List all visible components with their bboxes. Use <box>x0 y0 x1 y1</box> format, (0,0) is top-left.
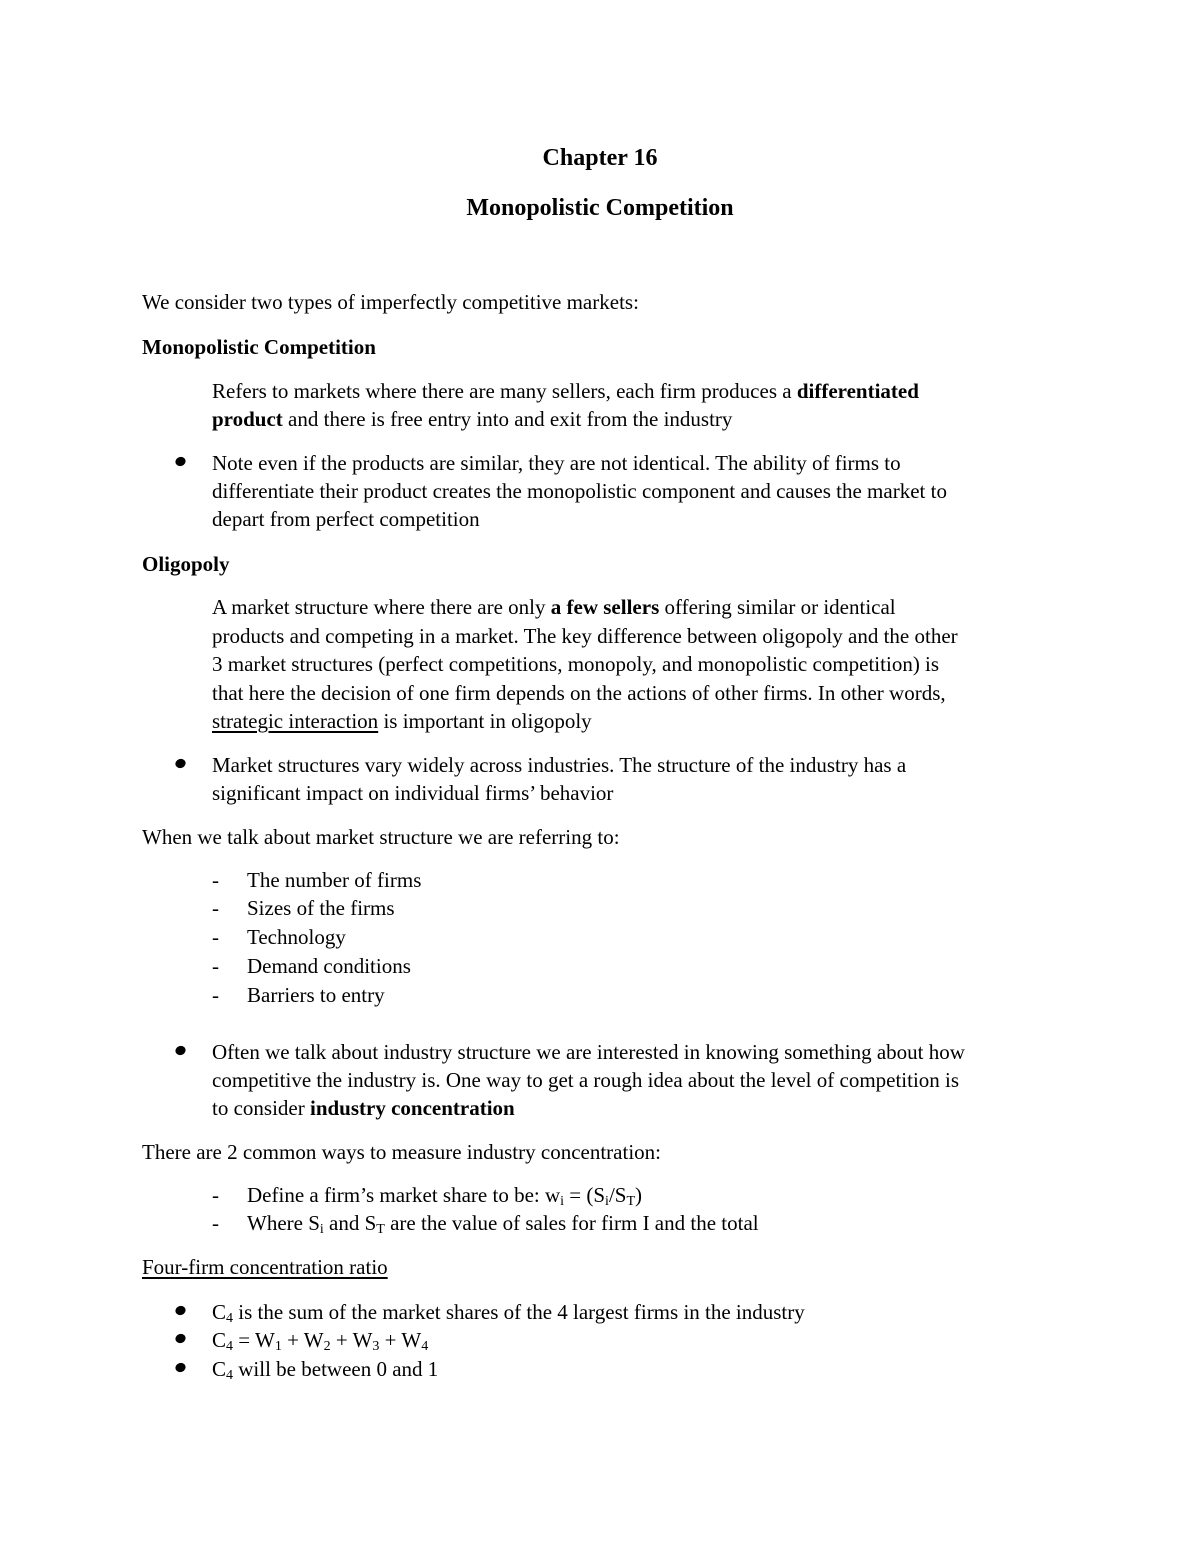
subscript: 4 <box>226 1339 234 1354</box>
oligopoly-definition-line5 <box>212 707 592 735</box>
subscript: 2 <box>323 1339 331 1354</box>
four-firm-bullet-2 <box>212 1326 428 1354</box>
oligopoly-definition-line2: products and competing in a market. The key difference between oligopoly and the other <box>212 624 958 648</box>
bold-term: product <box>212 407 283 431</box>
subscript: i <box>319 1222 324 1237</box>
four-firm-heading: Four-firm concentration ratio <box>142 1255 388 1279</box>
monopolistic-bullet-line2: differentiate their product creates the monopolistic component and causes the market to <box>212 479 947 503</box>
bullet-icon <box>174 1333 187 1345</box>
subscript: T <box>376 1222 385 1237</box>
dash-marker: - <box>212 1211 219 1235</box>
oligopoly-heading: Oligopoly <box>142 552 230 576</box>
bullet-icon <box>174 1362 187 1374</box>
text-span: are the value of sales for firm I and the total <box>384 1211 759 1235</box>
measure-item-sales <box>247 1209 759 1237</box>
text-span: + W <box>281 1328 324 1352</box>
bold-term: industry concentration <box>309 1096 515 1120</box>
four-firm-bullet-3 <box>212 1355 438 1383</box>
oligopoly-bullet-line1: Market structures vary widely across industries. The structure of the industry has a <box>212 753 907 777</box>
subscript: 4 <box>226 1311 234 1326</box>
text-span: /S <box>608 1183 627 1207</box>
text-span: and there is free entry into and exit from the industry <box>282 407 733 431</box>
bold-term: differentiated <box>796 379 919 403</box>
subscript: i <box>605 1194 609 1209</box>
chapter-subject: Monopolistic Competition <box>466 195 734 221</box>
subscript: 3 <box>372 1339 380 1354</box>
bold-term: a few sellers <box>550 595 660 619</box>
structure-item: Sizes of the firms <box>247 896 395 920</box>
subscript: 4 <box>421 1339 429 1354</box>
measure-item-market-share <box>247 1181 642 1209</box>
text-span: + W <box>330 1328 373 1352</box>
dash-marker: - <box>212 983 219 1007</box>
bullet-icon <box>174 456 187 468</box>
text-span: will be between 0 and 1 <box>233 1357 439 1381</box>
text-span: Where S <box>247 1211 320 1235</box>
text-span: C <box>212 1357 227 1381</box>
intro-text: We consider two types of imperfectly competitive markets: <box>142 290 639 314</box>
monopolistic-heading: Monopolistic Competition <box>142 335 376 359</box>
subscript: i <box>560 1194 565 1209</box>
dash-marker: - <box>212 925 219 949</box>
oligopoly-definition-line1 <box>212 593 896 621</box>
structure-bullet-line1: Often we talk about industry structure we are interested in knowing something about how <box>212 1040 965 1064</box>
bullet-icon <box>174 758 187 770</box>
dash-marker: - <box>212 1183 219 1207</box>
structure-lead: When we talk about market structure we are referring to: <box>142 825 620 849</box>
dash-marker: - <box>212 868 219 892</box>
dash-marker: - <box>212 954 219 978</box>
text-span: A market structure where there are only <box>212 595 551 619</box>
text-span: = (S <box>564 1183 606 1207</box>
monopolistic-definition-line2 <box>212 405 732 433</box>
structure-bullet-line2: competitive the industry is. One way to get a rough idea about the level of competition is <box>212 1068 960 1092</box>
text-span: Refers to markets where there are many sellers, each firm produces a <box>212 379 797 403</box>
oligopoly-definition-line3: 3 market structures (perfect competitions, monopoly, and monopolistic competition) is <box>212 652 940 676</box>
oligopoly-bullet-line2: significant impact on individual firms’ behavior <box>212 781 614 805</box>
text-span: and S <box>323 1211 377 1235</box>
text-span: = W <box>233 1328 275 1352</box>
underlined-term: strategic interaction <box>212 709 379 733</box>
text-span: C <box>212 1300 227 1324</box>
text-span: Define a firm’s market share to be: w <box>247 1183 561 1207</box>
text-span: is important in oligopoly <box>378 709 592 733</box>
structure-item: Barriers to entry <box>247 983 385 1007</box>
text-span: offering similar or identical <box>659 595 896 619</box>
four-firm-bullet-1 <box>212 1298 805 1326</box>
text-span: is the sum of the market shares of the 4 largest firms in the industry <box>233 1300 805 1324</box>
monopolistic-definition-line1 <box>212 377 919 405</box>
structure-bullet-line3 <box>212 1094 515 1122</box>
chapter-title: Chapter 16 <box>542 145 658 171</box>
dash-marker: - <box>212 896 219 920</box>
text-span: C <box>212 1328 227 1352</box>
text-span: ) <box>635 1183 643 1207</box>
monopolistic-bullet-line1: Note even if the products are similar, they are not identical. The ability of firms to <box>212 451 901 475</box>
structure-item: The number of firms <box>247 868 422 892</box>
subscript: T <box>626 1194 636 1209</box>
structure-item: Technology <box>247 925 346 949</box>
text-span: + W <box>379 1328 422 1352</box>
bullet-icon <box>174 1045 187 1057</box>
subscript: 4 <box>226 1368 234 1383</box>
bullet-icon <box>174 1305 187 1317</box>
monopolistic-bullet-line3: depart from perfect competition <box>212 507 480 531</box>
text-span: to consider <box>212 1096 310 1120</box>
oligopoly-definition-line4: that here the decision of one firm depends on the actions of other firms. In other words, <box>212 681 946 705</box>
structure-item: Demand conditions <box>247 954 411 978</box>
measure-lead: There are 2 common ways to measure industry concentration: <box>142 1140 661 1164</box>
subscript: 1 <box>274 1339 282 1354</box>
